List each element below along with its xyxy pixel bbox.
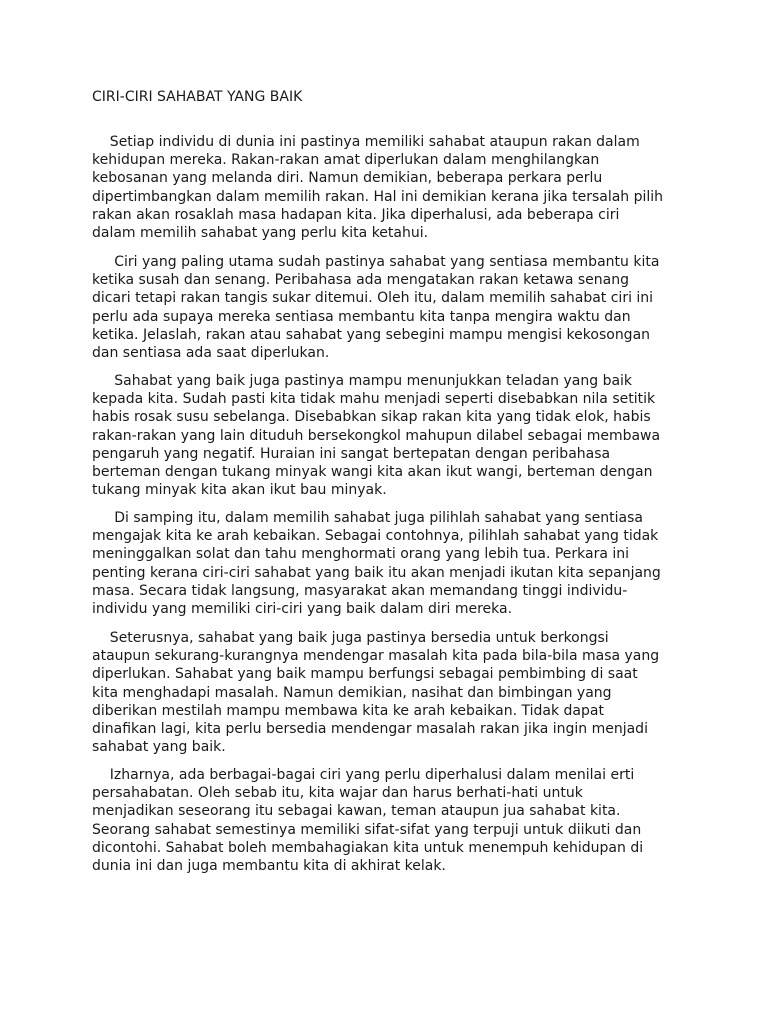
paragraph-helping-friend xyxy=(92,253,692,362)
paragraph-line: persahabatan. Oleh sebab itu, kita wajar dan harus berhati-hati untuk xyxy=(92,785,583,802)
paragraph-line: masa. Secara tidak langsung, masyarakat akan memandang tinggi individu- xyxy=(92,582,628,599)
paragraph-line: ketika susah dan senang. Peribahasa ada mengatakan rakan ketawa senang xyxy=(92,272,630,289)
paragraph-line: Izharnya, ada berbagai-bagai ciri yang perlu diperhalusi dalam menilai erti xyxy=(92,767,635,783)
paragraph-intro xyxy=(92,133,692,242)
paragraph-line: pengaruh yang negatif. Huraian ini sangat bertepatan dengan peribahasa xyxy=(92,445,611,462)
paragraph-line: Seterusnya, sahabat yang baik juga pastinya bersedia untuk berkongsi xyxy=(92,630,609,646)
paragraph-line: dunia ini dan juga membantu kita di akhirat kelak. xyxy=(92,858,446,875)
paragraph-towards-goodness xyxy=(92,509,692,618)
paragraph-line: kepada kita. Sudah pasti kita tidak mahu menjadi seperti disebabkan nila setitik xyxy=(92,391,656,408)
paragraph-line: habis rosak susu sebelanga. Disebabkan sikap rakan kita yang tidak elok, habis xyxy=(92,409,651,426)
document-title: CIRI-CIRI SAHABAT YANG BAIK xyxy=(92,89,303,105)
paragraph-line: tukang minyak kita akan ikut bau minyak. xyxy=(92,482,387,499)
paragraph-line: Sahabat yang baik juga pastinya mampu menunjukkan teladan yang baik xyxy=(92,373,633,389)
paragraph-line: Ciri yang paling utama sudah pastinya sahabat yang sentiasa membantu kita xyxy=(92,254,660,270)
paragraph-line: dipertimbangkan dalam memilih rakan. Hal ini demikian kerana jika tersalah pilih xyxy=(92,188,664,205)
paragraph-conclusion xyxy=(92,766,692,875)
paragraph-line: diperlukan. Sahabat yang baik mampu berfungsi sebagai pembimbing di saat xyxy=(92,666,638,683)
paragraph-line: berteman dengan tukang minyak wangi kita akan ikut wangi, berteman dengan xyxy=(92,464,653,481)
paragraph-line: kita menghadapi masalah. Namun demikian, nasihat dan bimbingan yang xyxy=(92,684,612,701)
paragraph-line: ataupun sekurang-kurangnya mendengar masalah kita pada bila-bila masa yang xyxy=(92,648,660,665)
paragraph-line: Di samping itu, dalam memilih sahabat juga pilihlah sahabat yang sentiasa xyxy=(92,510,643,526)
paragraph-line: dinafikan lagi, kita perlu bersedia mendengar masalah rakan jika ingin menjadi xyxy=(92,721,648,738)
paragraph-line: dalam memilih sahabat yang perlu kita ketahui. xyxy=(92,225,429,242)
paragraph-line: rakan akan rosaklah masa hadapan kita. Jika diperhalusi, ada beberapa ciri xyxy=(92,206,620,223)
paragraph-line: individu yang memiliki ciri-ciri yang baik dalam diri mereka. xyxy=(92,601,513,618)
paragraph-line: kebosanan yang melanda diri. Namun demikian, beberapa perkara perlu xyxy=(92,170,603,187)
paragraph-line: dicontohi. Sahabat boleh membahagiakan kita untuk menempuh kehidupan di xyxy=(92,839,644,856)
paragraph-line: Setiap individu di dunia ini pastinya memiliki sahabat ataupun rakan dalam xyxy=(92,134,640,150)
paragraph-line: penting kerana ciri-ciri sahabat yang baik itu akan menjadi ikutan kita sepanjang xyxy=(92,564,661,581)
paragraph-line: diberikan mestilah mampu membawa kita ke arah kebaikan. Tidak dapat xyxy=(92,702,604,719)
paragraph-line: dicari tetapi rakan tangis sukar ditemui. Oleh itu, dalam memilih sahabat ciri ini xyxy=(92,290,654,307)
paragraph-line: dan sentiasa ada saat diperlukan. xyxy=(92,345,330,362)
paragraph-line: rakan-rakan yang lain dituduh bersekongkol mahupun dilabel sebagai membawa xyxy=(92,427,661,444)
paragraph-line: perlu ada supaya mereka sentiasa membantu kita tanpa mengira waktu dan xyxy=(92,308,631,325)
paragraph-line: meninggalkan solat dan tahu menghormati orang yang lebih tua. Perkara ini xyxy=(92,546,630,563)
paragraph-line: sahabat yang baik. xyxy=(92,739,226,756)
paragraph-line: mengajak kita ke arah kebaikan. Sebagai contohnya, pilihlah sahabat yang tidak xyxy=(92,528,659,545)
paragraph-line: kehidupan mereka. Rakan-rakan amat diperlukan dalam menghilangkan xyxy=(92,152,600,169)
paragraph-line: Seorang sahabat semestinya memiliki sifat-sifat yang terpuji untuk diikuti dan xyxy=(92,821,642,838)
paragraph-good-example xyxy=(92,372,692,499)
paragraph-willing-to-share xyxy=(92,629,692,756)
paragraph-line: menjadikan seseorang itu sebagai kawan, teman ataupun jua sahabat kita. xyxy=(92,803,621,820)
paragraph-line: ketika. Jelaslah, rakan atau sahabat yang sebegini mampu mengisi kekosongan xyxy=(92,326,651,343)
